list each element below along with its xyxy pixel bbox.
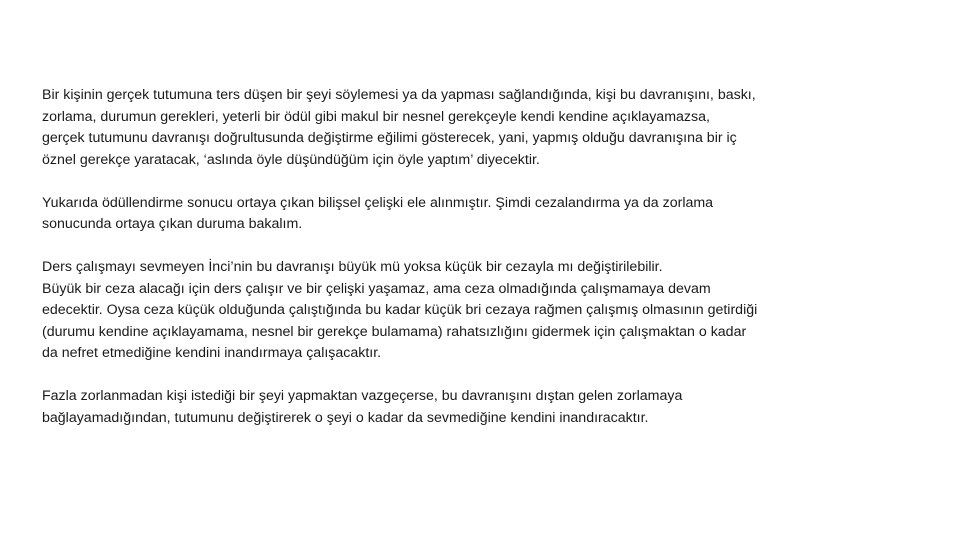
text-line: sonucunda ortaya çıkan duruma bakalım. bbox=[42, 216, 303, 232]
paragraph-3 bbox=[42, 257, 922, 365]
text-line: gerçek tutumunu davranışı doğrultusunda değiştirme eğilimi gösterecek, yani, yapmış olduğu davranışına bir iç bbox=[42, 130, 737, 146]
text-line: Bir kişinin gerçek tutumuna ters düşen bir şeyi söylemesi ya da yapması sağlandığında, kişi bu davranışını, baskı, bbox=[42, 87, 756, 103]
text-line: (durumu kendine açıklayamama, nesnel bir gerekçe bulamama) rahatsızlığını gidermek için çalışmaktan o kadar bbox=[42, 323, 747, 340]
text-line: bağlayamadığından, tutumunu değiştirerek o şeyi o kadar da sevmediğine kendini inandıracaktır. bbox=[42, 409, 649, 426]
text-line: da nefret etmediğine kendini inandırmaya çalışacaktır. bbox=[42, 345, 382, 361]
paragraph-1 bbox=[42, 85, 922, 171]
paragraph-4 bbox=[42, 386, 922, 429]
body-text bbox=[42, 85, 922, 451]
text-line: Büyük bir ceza alacağı için ders çalışır ve bir çelişki yaşamaz, ama ceza olmadığında çalışmamaya devam bbox=[42, 280, 711, 297]
paragraph-2 bbox=[42, 193, 922, 236]
text-line: Ders çalışmayı sevmeyen İnci’nin bu davranışı büyük mü yoksa küçük bir cezayla mı değiştirilebilir. bbox=[42, 259, 663, 275]
text-line: Fazla zorlanmadan kişi istediği bir şeyi yapmaktan vazgeçerse, bu davranışını dıştan gelen zorlamaya bbox=[42, 388, 683, 404]
text-line: zorlama, durumun gerekleri, yeterli bir ödül gibi makul bir nesnel gerekçeyle kendi kendine açıklayamazsa, bbox=[42, 108, 710, 125]
text-line: öznel gerekçe yaratacak, ‘aslında öyle düşündüğüm için öyle yaptım’ diyecektir. bbox=[42, 151, 540, 168]
text-line: edecektir. Oysa ceza küçük olduğunda çalıştığında bu kadar küçük bri cezaya rağmen çalışmış olmasının getirdiği bbox=[42, 302, 758, 318]
text-line: Yukarıda ödüllendirme sonucu ortaya çıkan bilişsel çelişki ele alınmıştır. Şimdi cezalandırma ya da zorlama bbox=[42, 194, 714, 211]
